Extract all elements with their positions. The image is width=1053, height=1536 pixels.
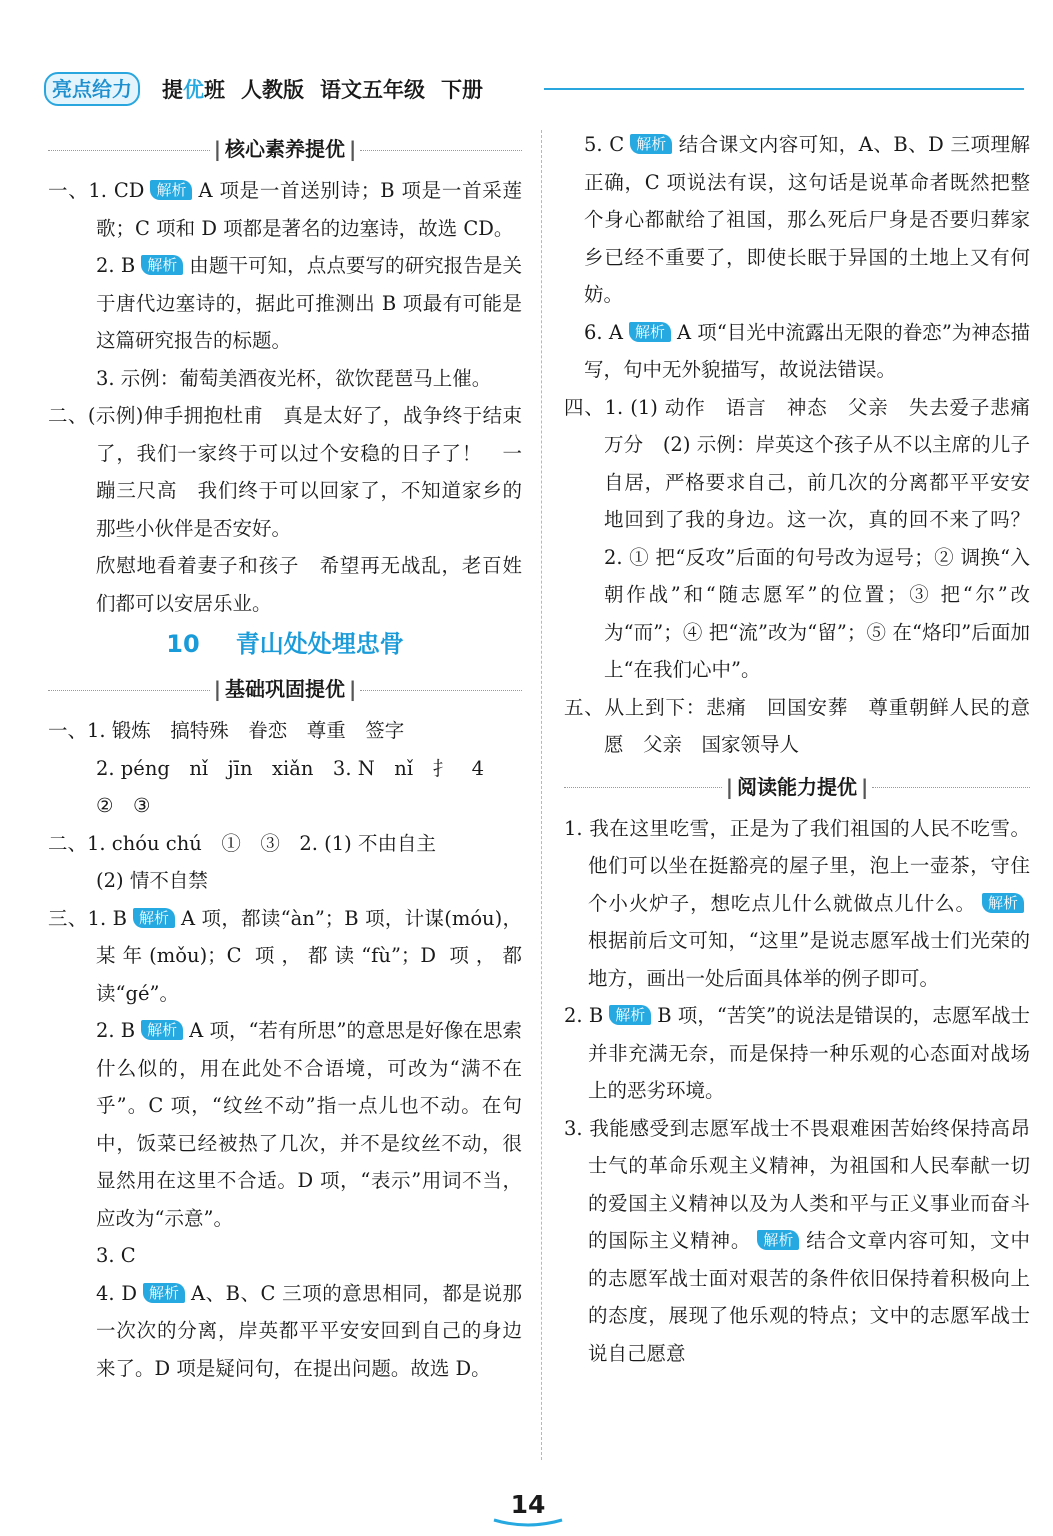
section-heading: | 阅读能力提优 | [564, 768, 1030, 808]
answer-key: 2. B [96, 1019, 136, 1042]
answer-item [48, 172, 522, 247]
left-column [48, 126, 522, 1387]
analysis-text: 结合文章内容可知，文中的志愿军战士面对艰苦的条件依旧保持着积极向上的态度，展现了他乐观的特点；文中的志愿军战士说自己愿意 [588, 1229, 1030, 1365]
answer-text: 3. 我能感受到志愿军战士不畏艰难困苦始终保持高昂士气的革命乐观主义精神，为祖国和人民奉献一切的爱国主义精神以及为人类和平与正义事业而奋斗的国际主义精神。 [564, 1116, 1030, 1252]
analysis-text: A 项，“若有所思”的意思是好像在思索什么似的，用在此处不合语境，可改为“满不在乎”。C 项，“纹丝不动”指一点儿也不动。在句中，饭菜已经被热了几次，并不是纹丝不动，很显然用在这里不合适。D 项，“表示”用词不当，应改为“示意”。 [96, 1019, 522, 1230]
answer-item [48, 900, 522, 1013]
answer-key: 三、1. B [48, 906, 127, 930]
analysis-tag: 解析 [982, 893, 1024, 913]
answer-item: (2) 情不自禁 [96, 869, 208, 892]
answer-key: 6. A [584, 320, 623, 344]
answer-item [48, 247, 522, 360]
analysis-tag: 解析 [143, 1283, 185, 1303]
answer-item [564, 314, 1030, 389]
answer-item: 3. 示例：葡萄美酒夜光杯，欲饮琵琶马上催。 [96, 366, 492, 390]
answer-key: 4. D [96, 1281, 137, 1305]
answer-key: 2. B [564, 1004, 604, 1027]
answer-key: 2. B [96, 254, 136, 277]
analysis-tag: 解析 [757, 1230, 799, 1250]
swoosh-icon [492, 1518, 564, 1528]
section-title: 核心素养提优 [225, 137, 345, 162]
analysis-text: A、B、C 三项的意思相同，都是说那一次次的分离，岸英都平平安安回到自己的身边来了。D 项是疑问句，在提出问题。故选 D。 [96, 1281, 522, 1380]
answer-item [564, 997, 1030, 1110]
answer-item [564, 126, 1030, 314]
page-footer [488, 1488, 568, 1528]
series-name [162, 78, 225, 102]
analysis-tag: 解析 [133, 908, 175, 928]
section-title: 阅读能力提优 [737, 774, 857, 799]
section-heading: | 核心素养提优 | [48, 130, 522, 170]
section-title: 基础巩固提优 [225, 677, 345, 702]
answer-item [48, 1275, 522, 1388]
analysis-tag: 解析 [141, 255, 183, 275]
column-divider [541, 130, 542, 1460]
analysis-text: B 项，“苦笑”的说法是错误的，志愿军战士并非充满无奈，而是保持一种乐观的心态面对战场上的恶劣环境。 [588, 1004, 1031, 1102]
analysis-text: A 项，都读“àn”；B 项，计谋(móu)，某年(mǒu)；C 项，都读“fù”；D 项，都读“gé”。 [96, 906, 523, 1005]
analysis-text: 结合课文内容可知，A、B、D 三项理解正确，C 项说法有误，这句话是说革命者既然把整个身心都献给了祖国，那么死后尸身是否要归葬家乡已经不重要了，即使长眠于异国的土地上又有何妨。 [584, 133, 1030, 306]
answer-item: 欣慰地看着妻子和孩子 希望再无战乱，老百姓们都可以安居乐业。 [96, 554, 522, 615]
answer-key: 5. C [584, 133, 625, 156]
page-header [44, 70, 1024, 110]
analysis-text: 根据前后文可知，“这里”是说志愿军战士们光荣的地方，画出一处后面具体举的例子即可。 [588, 929, 1030, 990]
lesson-name: 青山处处埋忠骨 [235, 630, 404, 658]
answer-item: 五、从上到下：悲痛 回国安葬 尊重朝鲜人民的意愿 父亲 国家领导人 [564, 695, 1030, 756]
answer-item: 二、(示例)伸手拥抱杜甫 真是太好了，战争终于结束了，我们一家终于可以过个安稳的日子了！ 一蹦三尺高 我们终于可以回家了，不知道家乡的那些小伙伴是否安好。 [48, 404, 522, 540]
answer-key: 一、1. CD [48, 179, 145, 202]
analysis-tag: 解析 [629, 322, 671, 342]
answer-item: 2. péng nǐ jīn xiǎn 3. N nǐ 扌 4 [96, 756, 484, 780]
analysis-tag: 解析 [630, 134, 672, 154]
lesson-number: 10 [166, 630, 200, 658]
analysis-tag: 解析 [150, 180, 192, 200]
answer-item: 一、1. 锻炼 搞特殊 眷恋 尊重 签字 [48, 719, 405, 742]
series-char: 提 [162, 78, 183, 102]
header-rule [544, 88, 1024, 90]
analysis-tag: 解析 [609, 1005, 651, 1025]
analysis-text: A 项“目光中流露出无限的眷恋”为神态描写，句中无外貌描写，故说法错误。 [584, 320, 1030, 381]
analysis-text: A 项是一首送别诗；B 项是一首采莲歌；C 项和 D 项都是著名的边塞诗，故选 CD。 [96, 179, 523, 240]
edition: 人教版 [241, 78, 304, 102]
answer-item [564, 1110, 1030, 1373]
subject: 语文五年级 [320, 78, 425, 102]
section-heading: | 基础巩固提优 | [48, 670, 522, 710]
brand-badge: 亮点给力 [44, 72, 140, 106]
answer-item: 3. C [96, 1244, 136, 1267]
answer-item [564, 810, 1030, 998]
analysis-tag: 解析 [141, 1020, 183, 1040]
volume: 下册 [441, 78, 483, 102]
answer-item: ② ③ [96, 794, 151, 817]
header-title [162, 74, 483, 104]
page-number: 14 [510, 1490, 546, 1519]
answer-text: 1. 我在这里吃雪，正是为了我们祖国的人民不吃雪。他们可以坐在挺豁亮的屋子里，泡上一壶茶，守住个小火炉子，想吃点儿什么就做点儿什么。 [564, 816, 1030, 915]
right-column [564, 126, 1050, 1372]
lesson-title [48, 622, 522, 666]
series-char-highlight: 优 [183, 78, 204, 102]
series-char: 班 [204, 78, 225, 102]
answer-item: 二、1. chóu chú ① ③ 2. (1) 不由自主 [48, 831, 436, 855]
answer-item: 四、1. (1) 动作 语言 神态 父亲 失去爱子悲痛万分 (2) 示例：岸英这个孩子从不以主席的儿子自居，严格要求自己，前几次的分离都平平安安地回到了我的身边。这一次，真的回不来了吗？ 2. ① 把“反攻”后面的句号改为逗号；② 调换“入朝作战”和“随志愿军”的位置；③ 把“尔”改为“而”；④ 把“流”改为“留”；⑤ 在“烙印”后面加上“在我们心中”。 [564, 395, 1050, 681]
analysis-text: 由题干可知，点点要写的研究报告是关于唐代边塞诗的，据此可推测出 B 项最有可能是这篇研究报告的标题。 [96, 254, 522, 352]
answer-item [48, 1012, 522, 1237]
